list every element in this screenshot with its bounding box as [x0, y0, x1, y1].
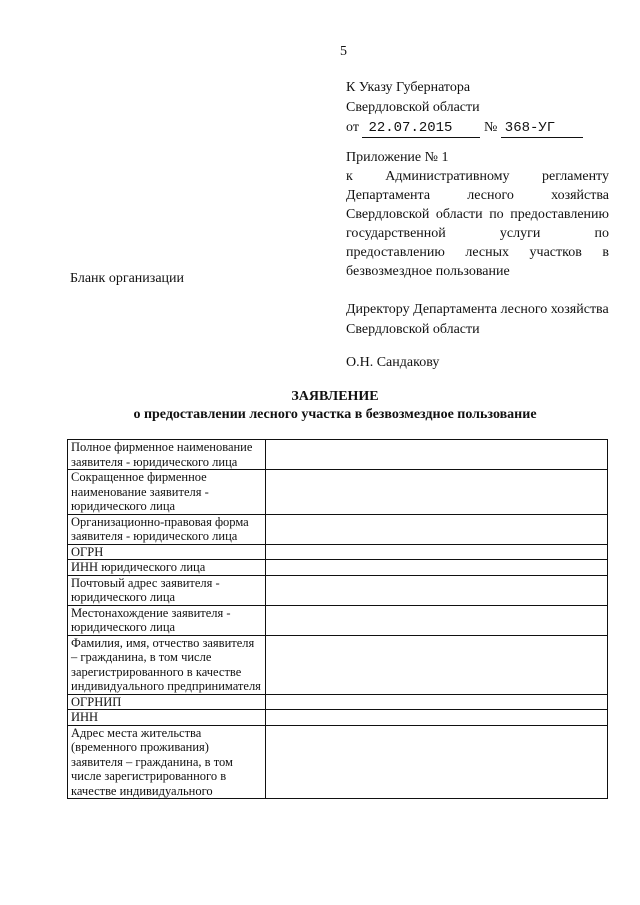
table-row [68, 560, 608, 576]
field-label: Почтовый адрес заявителя - юридического лица [68, 575, 266, 605]
decree-number-label: № [483, 120, 498, 135]
table-row [68, 514, 608, 544]
field-value-cell[interactable] [266, 635, 608, 694]
field-value-cell[interactable] [266, 514, 608, 544]
decree-date-line [346, 118, 583, 138]
field-value-cell[interactable] [266, 605, 608, 635]
field-value-cell[interactable] [266, 544, 608, 560]
table-row [68, 635, 608, 694]
organization-blank-label: Бланк организации [70, 271, 185, 286]
table-row [68, 440, 608, 470]
decree-number: 368-УГ [501, 120, 583, 138]
field-value-cell[interactable] [266, 560, 608, 576]
decree-from-label: от [346, 120, 359, 135]
field-value-cell[interactable] [266, 694, 608, 710]
field-label: ОГРНИП [68, 694, 266, 710]
field-label: Фамилия, имя, отчество заявителя – гражданина, в том числе зарегистрированного в качестве индивидуального предпринимателя [68, 635, 266, 694]
table-row [68, 470, 608, 515]
field-label: Местонахождение заявителя - юридического лица [68, 605, 266, 635]
page-number: 5 [340, 44, 347, 59]
field-value-cell[interactable] [266, 470, 608, 515]
decree-date: 22.07.2015 [362, 120, 480, 138]
annex-block [346, 148, 609, 281]
field-value-cell[interactable] [266, 725, 608, 799]
application-form-table [67, 439, 608, 799]
decree-reference [346, 78, 583, 138]
field-label: Адрес места жительства (временного проживания) заявителя – гражданина, в том числе зарегистрированного в качестве индивидуального [68, 725, 266, 799]
annex-text: к Административному регламенту Департамента лесного хозяйства Свердловской области по предоставлению государственной услуги по предоставлению лесных участков в безвозмездное пользование [346, 169, 609, 279]
field-label: ИНН [68, 710, 266, 726]
table-row [68, 544, 608, 560]
annex-heading: Приложение № 1 [346, 150, 449, 165]
table-row [68, 575, 608, 605]
decree-line-1: К Указу Губернатора [346, 80, 471, 95]
field-value-cell[interactable] [266, 710, 608, 726]
addressee-name: О.Н. Сандакову [346, 355, 440, 370]
table-row [68, 605, 608, 635]
document-subtitle: о предоставлении лесного участка в безвозмездное пользование [133, 407, 537, 422]
table-row [68, 710, 608, 726]
addressee-position: Директору Департамента лесного хозяйства Свердловской области [346, 302, 609, 337]
decree-line-2: Свердловской области [346, 100, 480, 115]
field-label: ИНН юридического лица [68, 560, 266, 576]
field-value-cell[interactable] [266, 440, 608, 470]
field-label: Сокращенное фирменное наименование заявителя - юридического лица [68, 470, 266, 515]
table-row [68, 694, 608, 710]
field-label: Полное фирменное наименование заявителя - юридического лица [68, 440, 266, 470]
document-title: ЗАЯВЛЕНИЕ [291, 389, 379, 404]
field-label: Организационно-правовая форма заявителя - юридического лица [68, 514, 266, 544]
table-row [68, 725, 608, 799]
field-value-cell[interactable] [266, 575, 608, 605]
field-label: ОГРН [68, 544, 266, 560]
